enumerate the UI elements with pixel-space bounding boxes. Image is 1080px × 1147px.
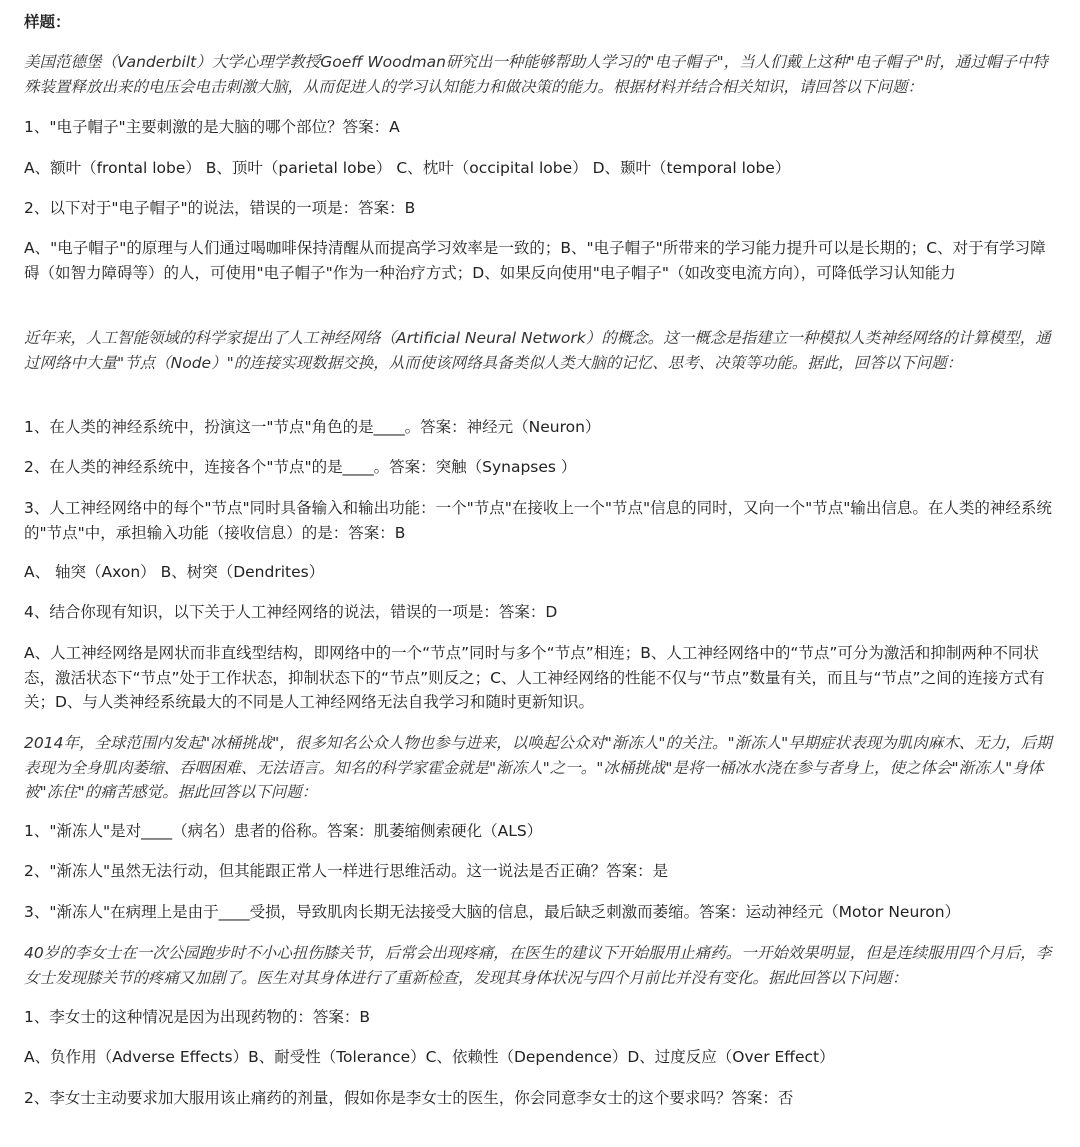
question: 4、结合你现有知识，以下关于人工神经网络的说法，错误的一项是：答案：D (24, 603, 558, 621)
answer-options: A、人工神经网络是网状而非直线型结构，即网络中的一个“节点”同时与多个“节点”相连；B、人工神经网络中的“节点”可分为激活和抑制两种不同状态，激活状态下“节点”处于工作状态，抑制状态下的“节点”则反之；C、人工神经网络的性能不仅与“节点”数量有关，而且与“节点”之间的连接方式有关；D、与人类神经系统最大的不同是人工神经网络无法自我学习和随时更新知识。 (24, 644, 1045, 711)
page-heading: 样题： (24, 13, 71, 31)
question: 2、在人类的神经系统中，连接各个"节点"的是____。答案：突触（Synapses ） (24, 458, 577, 476)
question: 2、以下对于"电子帽子"的说法，错误的一项是：答案：B (24, 199, 416, 217)
passage-intro: 近年来，人工智能领域的科学家提出了人工神经网络（Artificial Neural Network）的概念。这一概念是指建立一种模拟人类神经网络的计算模型，通过网络中大量"节点（Node）"的连接实现数据交换，从而使该网络具备类似人类大脑的记忆、思考、决策等功能。据此，回答以下问题： (24, 329, 1051, 372)
answer-options: A、负作用（Adverse Effects）B、耐受性（Tolerance）C、依赖性（Dependence）D、过度反应（Over Effect） (24, 1048, 835, 1066)
passage-intro: 40岁的李女士在一次公园跑步时不小心扭伤膝关节，后常会出现疼痛，在医生的建议下开始服用止痛药。一开始效果明显，但是连续服用四个月后，李女士发现膝关节的疼痛又加剧了。医生对其身体进行了重新检查，发现其身体状况与四个月前比并没有变化。据此回答以下问题： (24, 944, 1052, 987)
question: 2、"渐冻人"虽然无法行动，但其能跟正常人一样进行思维活动。这一说法是否正确？答案：是 (24, 862, 669, 880)
passage-intro: 2014年，全球范围内发起"冰桶挑战"，很多知名公众人物也参与进来，以唤起公众对"渐冻人"的关注。"渐冻人"早期症状表现为肌肉麻木、无力，后期表现为全身肌肉萎缩、吞咽困难、无法语言。知名的科学家霍金就是"渐冻人"之一。"冰桶挑战"是将一桶冰水浇在参与者身上，使之体会"渐冻人"身体被"冻住"的痛苦感觉。据此回答以下问题： (24, 734, 1052, 801)
question: 1、在人类的神经系统中，扮演这一"节点"角色的是____。答案：神经元（Neuron） (24, 418, 601, 436)
answer-options: A、"电子帽子"的原理与人们通过喝咖啡保持清醒从而提高学习效率是一致的；B、"电子帽子"所带来的学习能力提升可以是长期的；C、对于有学习障碍（如智力障碍等）的人，可使用"电子帽子"作为一种治疗方式；D、如果反向使用"电子帽子"（如改变电流方向），可降低学习认知能力 (24, 239, 1046, 282)
question: 3、人工神经网络中的每个"节点"同时具备输入和输出功能：一个"节点"在接收上一个"节点"信息的同时，又向一个"节点"输出信息。在人类的神经系统的"节点"中，承担输入功能（接收信息）的是：答案：B (24, 499, 1052, 542)
question: 2、李女士主动要求加大服用该止痛药的剂量，假如你是李女士的医生，你会同意李女士的这个要求吗？答案：否 (24, 1089, 794, 1107)
question: 1、"电子帽子"主要刺激的是大脑的哪个部位？答案：A (24, 118, 400, 136)
answer-options: A、 轴突（Axon） B、树突（Dendrites） (24, 563, 325, 581)
passage-intro: 美国范德堡（Vanderbilt）大学心理学教授Goeff Woodman研究出一种能够帮助人学习的"电子帽子"，当人们戴上这种"电子帽子"时，通过帽子中特殊装置释放出来的电压会电击刺激大脑，从而促进人的学习认知能力和做决策的能力。根据材料并结合相关知识，请回答以下问题： (24, 53, 1048, 96)
question: 1、李女士的这种情况是因为出现药物的：答案：B (24, 1008, 370, 1026)
question: 3、"渐冻人"在病理上是由于____受损，导致肌肉长期无法接受大脑的信息，最后缺乏刺激而萎缩。答案：运动神经元（Motor Neuron） (24, 903, 961, 921)
question: 1、"渐冻人"是对____（病名）患者的俗称。答案：肌萎缩侧索硬化（ALS） (24, 822, 543, 840)
answer-options: A、额叶（frontal lobe） B、顶叶（parietal lobe） C、枕叶（occipital lobe） D、颞叶（temporal lobe） (24, 159, 791, 177)
